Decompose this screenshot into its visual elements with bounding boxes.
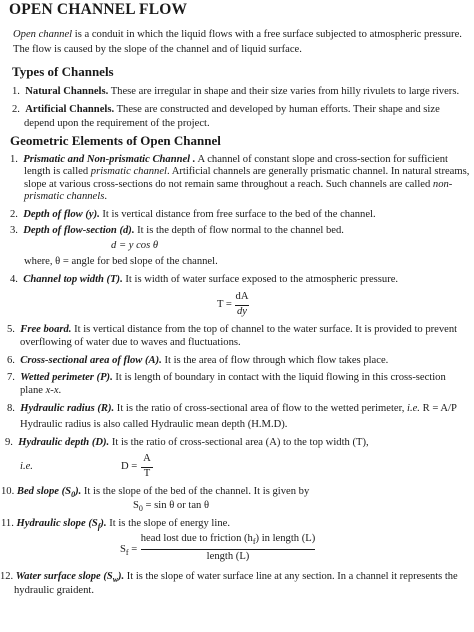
item-name: Hydraulic slope $(S_f)$. (16, 518, 107, 532)
equation-hydraulic-slope-lhs: $S_f$ = (120, 544, 138, 558)
item-name: Free board. (20, 324, 72, 335)
geo-item-1-line-3: slope at various cross-sections do not remain same throughout a reach. Such channels are called non- (24, 179, 453, 190)
intro-line-1 (13, 29, 462, 41)
item-number: 1. (12, 86, 20, 97)
intro-line-2: The flow is caused by the slope of the channel and of liquid surface. (13, 44, 302, 55)
item-name: Cross-sectional area of flow (A). (20, 355, 162, 366)
page-title: OPEN CHANNEL FLOW (9, 1, 188, 18)
geo-heading: Geometric Elements of Open Channel (10, 133, 221, 148)
item-text: It is the slope of the bed of the channel. It is given by (81, 486, 310, 497)
equation-top-width-den: dy (237, 306, 247, 317)
geo-item-1-line-2: length is called prismatic channel. Artificial channels are generally prismatic channel. In natural streams, (24, 166, 470, 177)
item-text: It is the depth of flow normal to the channel bed. (134, 225, 344, 236)
item-name: Channel top width (T). (23, 274, 123, 285)
item-name: Water surface slope $(S_w)$. (15, 571, 125, 585)
intro-term: Open channel (13, 29, 73, 40)
equation-top-width-lhs: T = (217, 299, 232, 310)
equation-depth-section: d = y cos θ (111, 240, 159, 251)
item-text: It is the ratio of cross-sectional area (A) to the top width (T), (109, 437, 369, 448)
item-name: Hydraulic radius (R). (20, 403, 115, 414)
equation-top-width-num: dA (235, 291, 249, 302)
geo-item-8-cont: Hydraulic radius is also called Hydraulic mean depth (H.M.D). (20, 419, 288, 430)
geo-item-5 (7, 324, 457, 336)
equation-hydraulic-depth-lhs: D = (121, 461, 138, 472)
item-name: Hydraulic depth (D). (18, 437, 110, 448)
item-number: 11. (1, 518, 14, 529)
equation-bed-slope: $S_0 = \sin \theta$ or tan θ (133, 500, 210, 514)
item-text: It is width of water surface exposed to the atmospheric pressure. (122, 274, 399, 285)
geo-item-11 (1, 518, 230, 533)
equation-hydraulic-slope-num: head lost due to friction $(h_f)$ in length (L) (140, 533, 316, 547)
ie-label: i.e. (20, 461, 33, 472)
item-name: Depth of flow (y). (23, 209, 100, 220)
intro-text: is a conduit in which the liquid flows with a free surface subjected to atmospheric pressure. (72, 29, 462, 40)
item-number: 4. (10, 274, 18, 285)
equation-hydraulic-slope-den: length (L) (206, 551, 250, 562)
item-number: 5. (7, 324, 15, 335)
geo-item-5-cont: overflowing of water due to waves and fluctuations. (20, 337, 241, 348)
geo-item-12 (0, 571, 458, 586)
types-heading: Types of Channels (12, 64, 114, 79)
geo-item-2 (10, 209, 376, 221)
item-number: 10. (1, 486, 15, 497)
where-note: where, θ = angle for bed slope of the channel. (24, 256, 218, 267)
item-text: It is vertical distance from the top of channel to the water surface. It is provided to prevent (71, 324, 458, 335)
type-item-1 (12, 86, 459, 98)
item-name: Wetted perimeter (P). (20, 372, 113, 383)
item-number: 2. (10, 209, 18, 220)
geo-item-7 (7, 372, 446, 384)
item-number: 9. (5, 437, 13, 448)
equation-hydraulic-depth-num: A (143, 453, 151, 464)
item-text: It is the ratio of cross-sectional area of flow to the wetted perimeter, (114, 403, 407, 414)
item-name: Prismatic and Non-prismatic Channel . (23, 154, 196, 165)
item-text: These are irregular in shape and their size varies from hilly rivulets to large rivers. (108, 86, 460, 97)
geo-item-7-cont: plane x-x. (20, 385, 62, 396)
geo-item-4 (10, 274, 398, 286)
item-number: 8. (7, 403, 15, 414)
item-text: A channel of constant slope and cross-section for sufficient (195, 154, 448, 165)
equation-hydraulic-depth-den: T (143, 468, 151, 479)
item-number: 1. (10, 154, 18, 165)
item-number: 7. (7, 372, 15, 383)
item-text: It is vertical distance from free surface to the bed of the channel. (99, 209, 376, 220)
geo-item-6 (7, 355, 388, 367)
item-text: It is length of boundary in contact with the liquid flowing in this cross-section (112, 372, 446, 383)
geo-item-8: 8. Hydraulic radius (R). It is the ratio of cross-sectional area of flow to the wetted perimeter, i.e. R = A/P (7, 403, 457, 414)
item-text: It is the area of flow through which flow takes place. (161, 355, 389, 366)
type-item-2 (12, 104, 440, 116)
item-text: It is the slope of energy line. (106, 518, 230, 529)
item-name: Depth of flow-section (d). (23, 225, 135, 236)
item-number: 3. (10, 225, 18, 236)
geo-item-1 (10, 154, 448, 166)
item-text: These are constructed and developed by human efforts. Their shape and size (114, 104, 440, 115)
item-number: 6. (7, 355, 15, 366)
item-text: It is the slope of water surface line at any section. In a channel it represents the (124, 571, 458, 582)
item-name: Bed slope $(S_0)$. (16, 486, 82, 500)
geo-item-9 (5, 437, 369, 449)
item-number: 2. (12, 104, 20, 115)
geo-item-3 (10, 225, 344, 237)
item-name: Natural Channels. (25, 86, 109, 97)
item-name: Artificial Channels. (25, 104, 115, 115)
item-number: 12. (0, 571, 14, 582)
geo-item-12-cont: hydraulic graident. (14, 585, 95, 596)
geo-item-10 (1, 486, 309, 501)
geo-item-1-line-4: prismatic channels. (24, 191, 107, 202)
type-item-2-cont: depend upon the requirement of the project. (24, 118, 210, 129)
fraction-bar (141, 549, 315, 550)
